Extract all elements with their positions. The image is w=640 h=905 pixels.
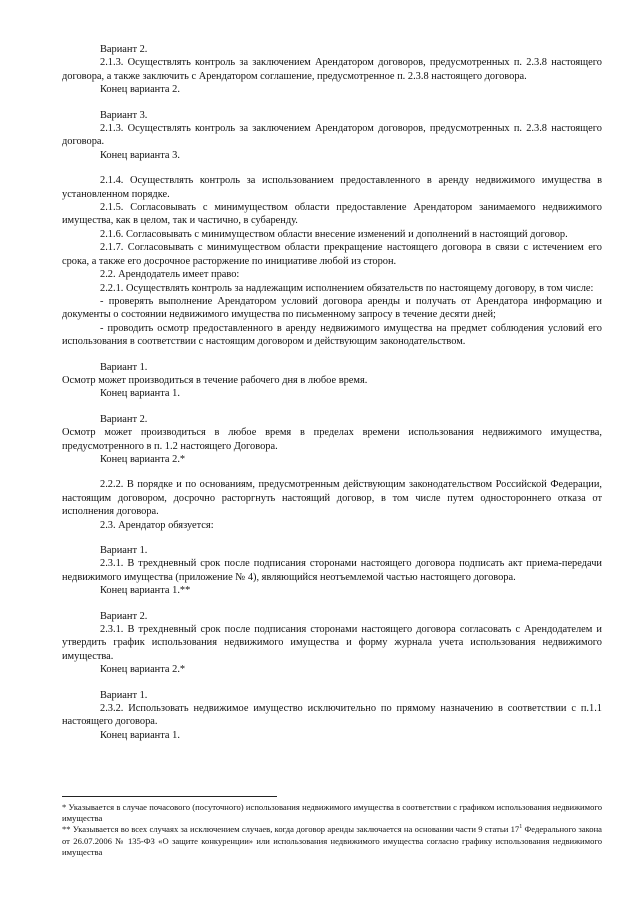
paragraph: Осмотр может производиться в течение рабочего дня в любое время.	[62, 374, 368, 386]
footnote-separator	[62, 796, 277, 797]
variant-label: Конец варианта 1.	[100, 729, 180, 741]
variant-label: Конец варианта 3.	[100, 149, 180, 161]
paragraph: 2.1.6. Согласовывать с минимуществом области внесение изменений и дополнений в настоящий договор.	[100, 228, 568, 240]
paragraph: - проводить осмотр предоставленного в аренду недвижимого имущества на предмет соблюдения условий его использования в соответствии с настоящим договором и действующим законодательством.	[62, 322, 602, 348]
paragraph: 2.1.4. Осуществлять контроль за использованием предоставленного в аренду недвижимого имущества в установленном порядке.	[62, 175, 602, 200]
variant-label: Конец варианта 1.**	[100, 585, 191, 597]
paragraph: 2.3. Арендатор обязуется:	[100, 519, 214, 531]
variant-label: Конец варианта 2.*	[100, 453, 186, 465]
variant-label: Вариант 2.	[100, 44, 148, 55]
variant-label: Вариант 1.	[100, 545, 148, 556]
paragraph: 2.3.1. В трехдневный срок после подписания сторонами настоящего договора подписать акт приема-передачи недвижимого имущества (приложение № 4), являющийся неотъемлемой частью настоящего договора.	[62, 558, 602, 583]
footnote-2-text-cont: Федерального закона от 26.07.2006 № 135-ФЗ «О защите конкуренции» или использования недвижимого имущества согласно графику использования недвижимого имущества	[62, 824, 602, 857]
variant-label: Вариант 2.	[100, 413, 148, 425]
paragraph: 2.3.2. Использовать недвижимое имущество исключительно по прямому назначению в соответствии с п.1.1 настоящего договора.	[62, 703, 602, 728]
variant-label: Вариант 1.	[100, 361, 148, 373]
paragraph: Осмотр может производиться в любое время в пределах времени использования недвижимого имущества, предусмотренного в п. 1.2 настоящего Договора.	[62, 427, 602, 452]
document-body	[62, 43, 602, 742]
variant-label: Конец варианта 2.	[100, 84, 180, 96]
variant-label: Конец варианта 2.*	[100, 664, 186, 676]
paragraph: 2.2.1. Осуществлять контроль за надлежащим исполнением обязательств по настоящему договору, в том числе:	[100, 282, 594, 294]
paragraph: 2.2.2. В порядке и по основаниям, предусмотренным действующим законодательством Российской Федерации, настоящим договором, досрочно расторгнуть настоящий договор, в том числе путем одностороннего отказа от исполнения договора.	[62, 479, 602, 518]
paragraph: 2.1.3. Осуществлять контроль за заключением Арендатором договоров, предусмотренных п. 2.3.8 настоящего договора.	[62, 123, 602, 148]
variant-label: Вариант 1.	[100, 689, 148, 701]
paragraph: 2.2. Арендодатель имеет право:	[100, 269, 240, 281]
footnotes	[62, 796, 602, 858]
footnote-2-superscript: 1	[519, 824, 523, 831]
paragraph: 2.1.3. Осуществлять контроль за заключением Арендатором договоров, предусмотренных п. 2.3.8 настоящего договора, а также заключить с Арендатором соглашение, предусмотренное п. 2.3.8 настоящего договора.	[62, 57, 602, 82]
footnote-1: * Указывается в случае почасового (посуточного) использования недвижимого имущества в соответствии с графиком использования недвижимого имущества	[62, 802, 602, 824]
footnote-2-text: ** Указывается во всех случаях за исключением случаев, когда договор аренды заключается на основании части 9 статьи 17	[62, 824, 520, 835]
paragraph: 2.3.1. В трехдневный срок после подписания сторонами настоящего договора согласовать с Арендодателем и утвердить график использования недвижимого имущества и форму журнала учета использования недвижимого имущества.	[62, 624, 602, 662]
paragraph: 2.1.5. Согласовывать с минимуществом области предоставление Арендатором занимаемого недвижимого имущества, как в целом, так и частично, в субаренду.	[62, 202, 602, 227]
variant-label: Конец варианта 1.	[100, 388, 180, 400]
variant-label: Вариант 2.	[100, 610, 148, 622]
paragraph: 2.1.7. Согласовывать с минимуществом области прекращение настоящего договора в связи с истечением его срока, а также его досрочное расторжение по инициативе любой из сторон.	[62, 242, 602, 267]
variant-label: Вариант 3.	[100, 109, 148, 121]
paragraph: - проверять выполнение Арендатором условий договора аренды и получать от Арендатора информацию и документы о состоянии недвижимого имущества по письменному запросу в течение десяти дней;	[62, 295, 602, 321]
footnote-2	[62, 824, 602, 858]
